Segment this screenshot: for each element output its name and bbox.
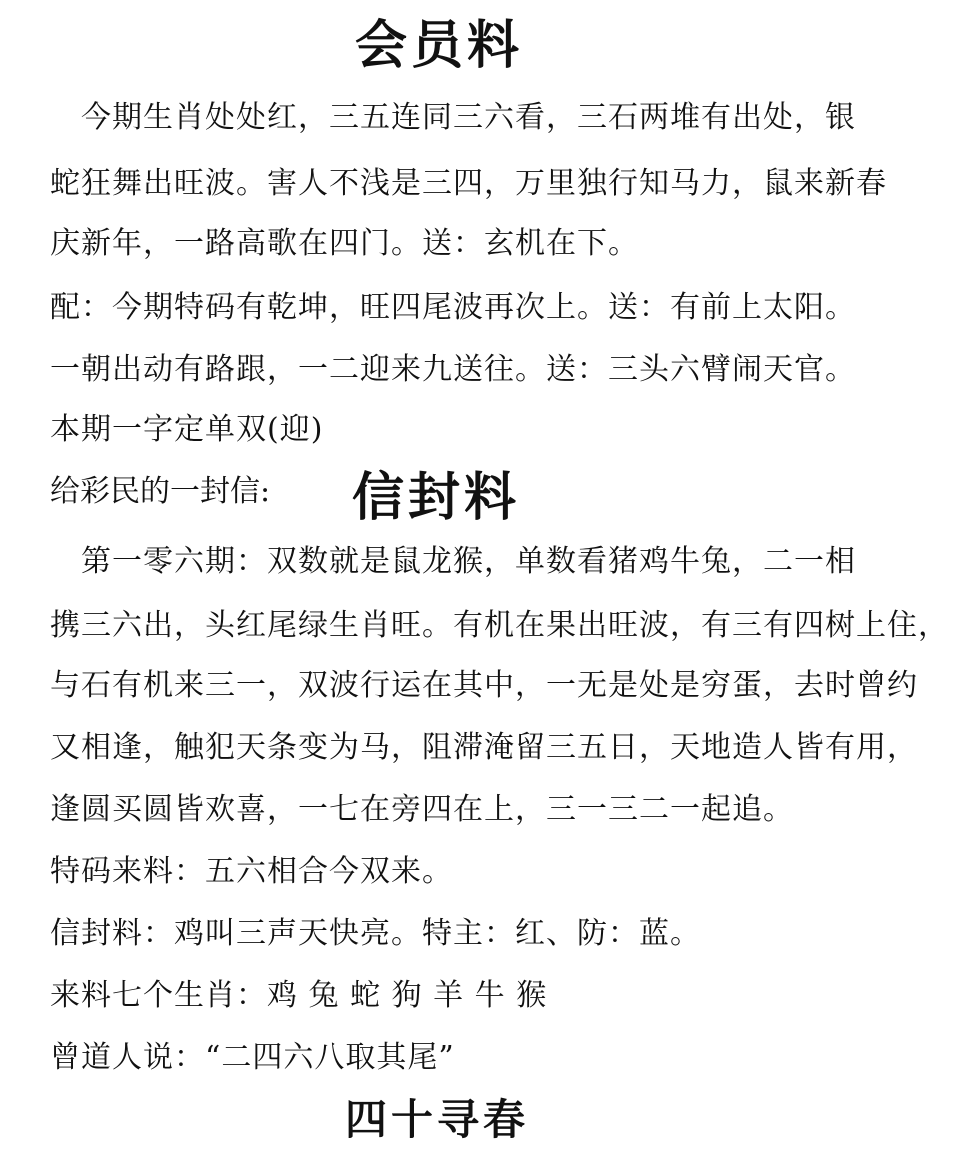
text-line: 一朝出动有路跟，一二迎来九送往。送：三头六臂闹天官。	[50, 352, 856, 387]
text-line: 特码来料：五六相合今双来。	[50, 854, 453, 889]
text-line: 庆新年，一路高歌在四门。送：玄机在下。	[50, 226, 639, 261]
text-line: 第一零六期：双数就是鼠龙猴，单数看猪鸡牛兔，二一相	[50, 544, 856, 579]
section-title-spring: 四十寻春	[345, 1095, 530, 1144]
text-line: 与石有机来三一，双波行运在其中，一无是处是穷蛋，去时曾约	[50, 668, 918, 703]
text-line: 蛇狂舞出旺波。害人不浅是三四，万里独行知马力，鼠来新春	[50, 166, 887, 201]
text-line: 今期生肖处处红，三五连同三六看，三石两堆有出处，银	[50, 100, 856, 135]
text-line: 携三六出，头红尾绿生肖旺。有机在果出旺波，有三有四树上住，	[50, 608, 949, 643]
text-line: 来料七个生肖：鸡 兔 蛇 狗 羊 牛 猴	[50, 978, 548, 1013]
section-title-member: 会员料	[355, 16, 524, 76]
letter-label: 给彩民的一封信:	[50, 474, 271, 509]
text-line: 信封料：鸡叫三声天快亮。特主：红、防：蓝。	[50, 916, 701, 951]
text-line: 曾道人说：“二四六八取其尾”	[50, 1040, 455, 1075]
text-line: 逢圆买圆皆欢喜，一七在旁四在上，三一三二一起追。	[50, 792, 794, 827]
section-title-envelope: 信封料	[352, 468, 521, 528]
text-line: 本期一字定单双(迎)	[50, 412, 324, 447]
text-line: 配：今期特码有乾坤，旺四尾波再次上。送：有前上太阳。	[50, 290, 856, 325]
text-line: 又相逢，触犯天条变为马，阻滞淹留三五日，天地造人皆有用，	[50, 730, 918, 765]
